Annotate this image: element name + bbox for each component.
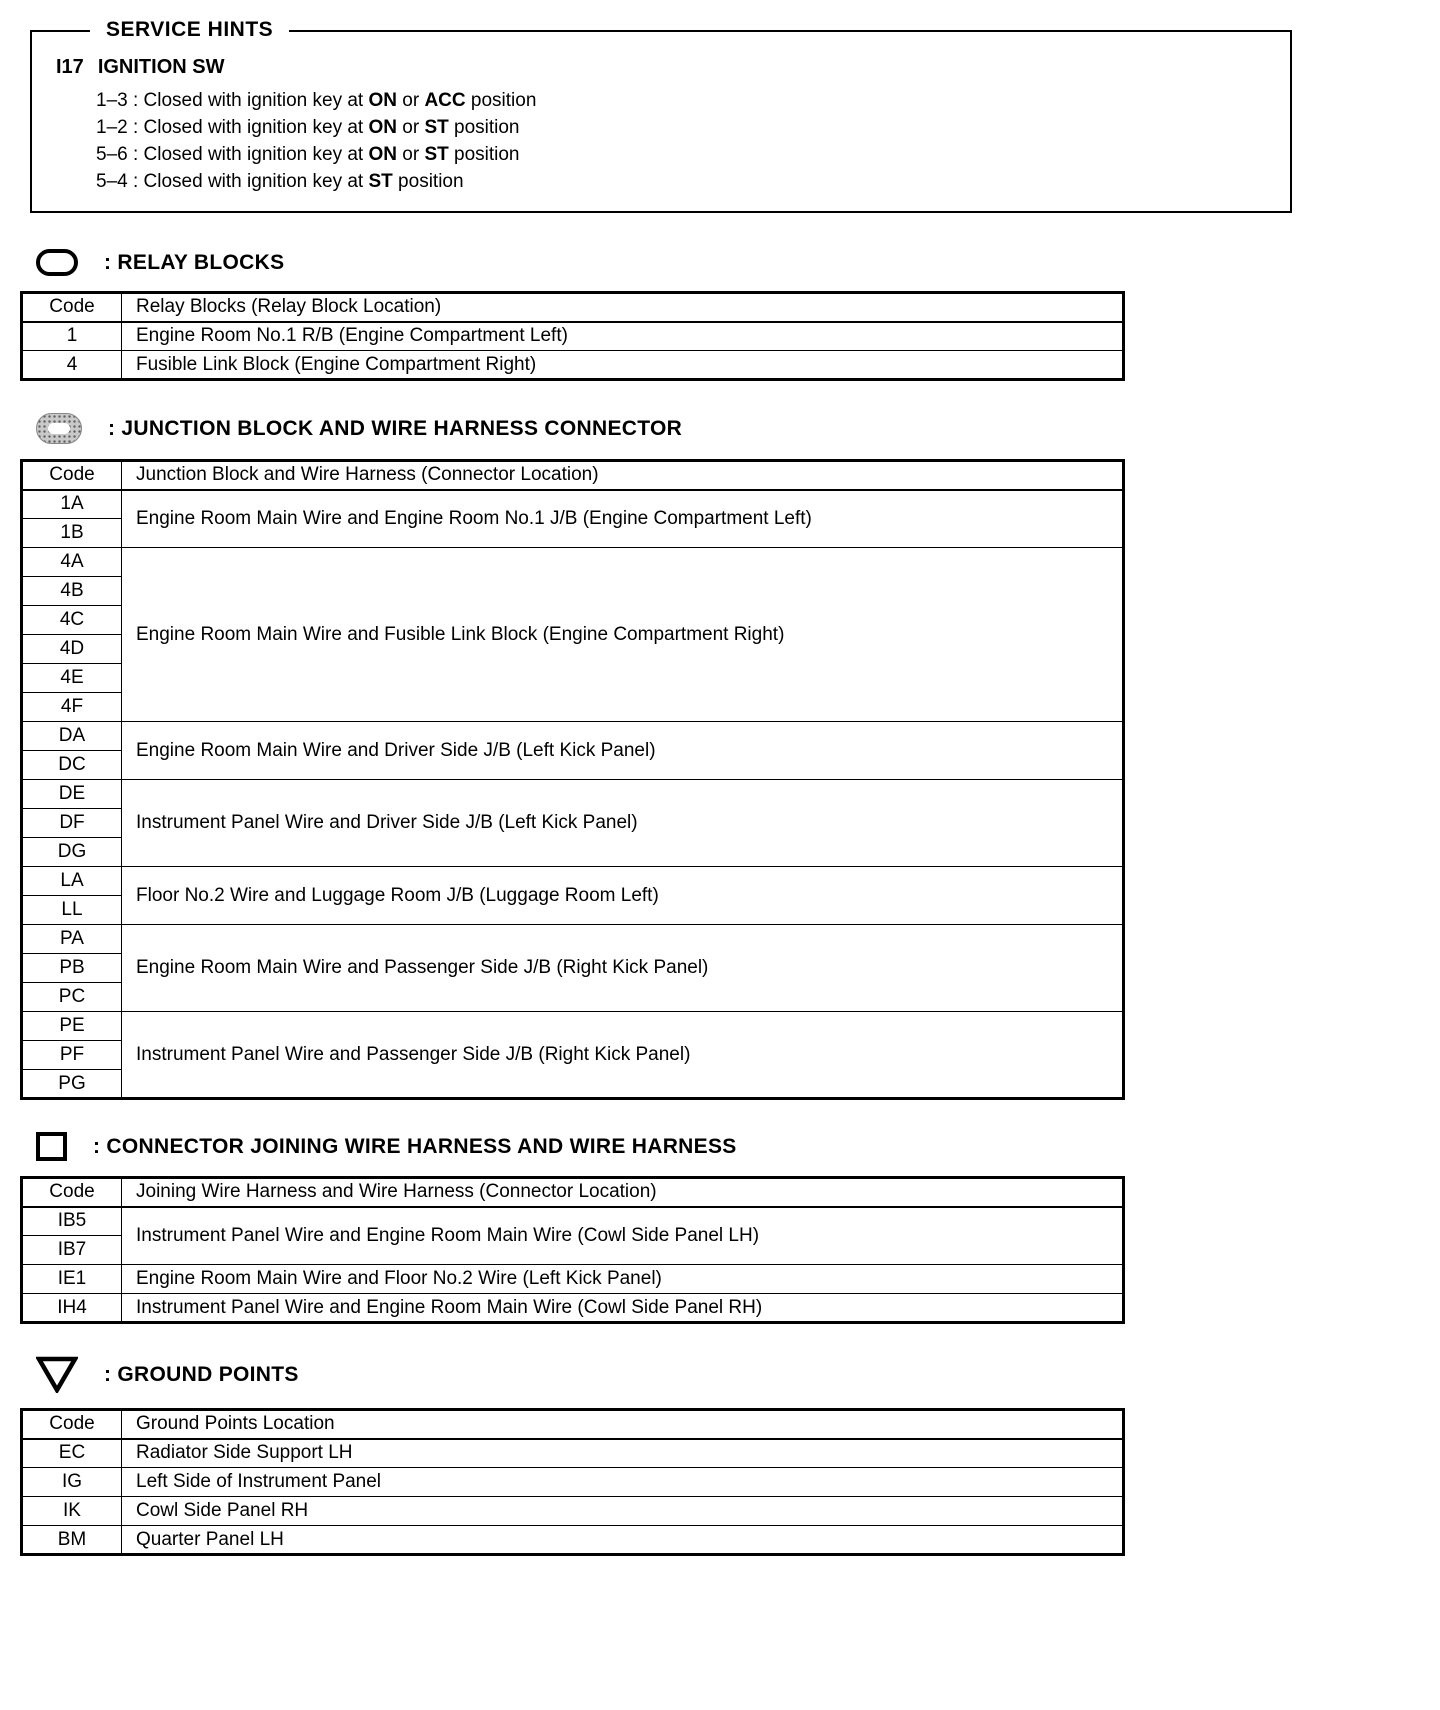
description-cell: Engine Room No.1 R/B (Engine Compartment Left) [122,322,1124,351]
hint-text: 1–3 : Closed with ignition key at [96,90,369,111]
description-column-header: Joining Wire Harness and Wire Harness (Connector Location) [122,1178,1124,1207]
code-cell: IH4 [22,1294,122,1323]
description-column-header: Junction Block and Wire Harness (Connector Location) [122,461,1124,490]
junction-block-section-title: : JUNCTION BLOCK AND WIRE HARNESS CONNECTOR [108,416,683,440]
table-row [22,490,1124,519]
table-row [22,1207,1124,1236]
description-cell: Engine Room Main Wire and Engine Room No.1 J/B (Engine Compartment Left) [122,490,1124,548]
junction-block-icon [36,413,82,444]
table-row [22,1497,1124,1526]
code-cell: IB7 [22,1236,122,1265]
hint-text: position [465,90,537,111]
code-cell: IB5 [22,1207,122,1236]
code-cell: IG [22,1468,122,1497]
description-cell: Quarter Panel LH [122,1526,1124,1555]
relay-blocks-section [20,249,1440,381]
description-column-header: Ground Points Location [122,1410,1124,1439]
hint-text: or [397,117,425,138]
junction-block-header [36,413,1440,444]
code-cell: 1B [22,519,122,548]
table-header-row [22,461,1124,490]
relay-block-icon [36,249,78,276]
hint-bold-text: ST [424,117,449,138]
table-header-row [22,293,1124,322]
service-hints-list [56,87,1270,195]
hint-text: position [448,117,520,138]
table-row [22,722,1124,751]
table-row [22,1265,1124,1294]
hint-text: 1–2 : Closed with ignition key at [96,117,369,138]
code-cell: DA [22,722,122,751]
description-cell: Instrument Panel Wire and Passenger Side J/B (Right Kick Panel) [122,1012,1124,1099]
code-cell: 1 [22,322,122,351]
description-cell: Cowl Side Panel RH [122,1497,1124,1526]
service-hint-line [96,141,1270,168]
hint-bold-text: ACC [424,90,466,111]
service-hints-box [30,18,1292,213]
code-cell: LA [22,867,122,896]
table-header-row [22,1178,1124,1207]
description-cell: Instrument Panel Wire and Engine Room Main Wire (Cowl Side Panel RH) [122,1294,1124,1323]
hint-text: 5–4 : Closed with ignition key at [96,171,369,192]
code-cell: PA [22,925,122,954]
ground-points-section-title: : GROUND POINTS [104,1362,299,1386]
hint-bold-text: ST [424,144,449,165]
hint-bold-text: ON [368,90,397,111]
code-cell: 4D [22,635,122,664]
code-cell: DF [22,809,122,838]
hint-bold-text: ON [368,144,397,165]
code-cell: DG [22,838,122,867]
service-hints-title: SERVICE HINTS [90,18,289,42]
description-cell: Engine Room Main Wire and Floor No.2 Wire (Left Kick Panel) [122,1265,1124,1294]
ground-points-header [36,1356,1440,1393]
ground-point-icon [36,1356,78,1393]
description-cell: Left Side of Instrument Panel [122,1468,1124,1497]
description-column-header: Relay Blocks (Relay Block Location) [122,293,1124,322]
hint-text: position [448,144,520,165]
ignition-switch-heading [56,56,1270,79]
code-cell: 4E [22,664,122,693]
service-hint-line [96,168,1270,195]
table-header-row [22,1410,1124,1439]
code-cell: 4F [22,693,122,722]
code-column-header: Code [22,461,122,490]
code-cell: EC [22,1439,122,1468]
table-row [22,548,1124,577]
hint-bold-text: ST [368,171,393,192]
wire-to-wire-connector-section-title: : CONNECTOR JOINING WIRE HARNESS AND WIRE HARNESS [93,1134,737,1158]
code-cell: PC [22,983,122,1012]
description-cell: Engine Room Main Wire and Driver Side J/B (Left Kick Panel) [122,722,1124,780]
connector-code: I17 [56,56,84,78]
code-cell: BM [22,1526,122,1555]
service-hint-line [96,114,1270,141]
description-cell: Engine Room Main Wire and Fusible Link Block (Engine Compartment Right) [122,548,1124,722]
code-cell: IK [22,1497,122,1526]
junction-block-table [20,459,1125,1100]
table-row [22,1526,1124,1555]
code-column-header: Code [22,1410,122,1439]
wire-to-wire-connector-icon [36,1132,67,1161]
description-cell: Instrument Panel Wire and Engine Room Main Wire (Cowl Side Panel LH) [122,1207,1124,1265]
table-row [22,1439,1124,1468]
description-cell: Floor No.2 Wire and Luggage Room J/B (Luggage Room Left) [122,867,1124,925]
description-cell: Engine Room Main Wire and Passenger Side J/B (Right Kick Panel) [122,925,1124,1012]
table-row [22,925,1124,954]
code-cell: IE1 [22,1265,122,1294]
code-column-header: Code [22,293,122,322]
table-row [22,351,1124,380]
wire-to-wire-connector-table [20,1176,1125,1324]
hint-bold-text: ON [368,117,397,138]
relay-blocks-table [20,291,1125,381]
table-row [22,780,1124,809]
code-column-header: Code [22,1178,122,1207]
code-cell: DE [22,780,122,809]
junction-block-section [20,413,1440,1100]
table-row [22,1294,1124,1323]
ground-points-section [20,1356,1440,1556]
junction-block-icon-inner [48,423,70,434]
table-row [22,1012,1124,1041]
code-cell: DC [22,751,122,780]
hint-text: or [397,90,425,111]
wire-to-wire-connector-header [36,1132,1440,1161]
code-cell: PG [22,1070,122,1099]
hint-text: position [392,171,464,192]
ground-points-table [20,1408,1125,1556]
table-row [22,867,1124,896]
service-hint-line [96,87,1270,114]
relay-blocks-section-title: : RELAY BLOCKS [104,250,285,274]
code-cell: 4A [22,548,122,577]
hint-text: or [397,144,425,165]
connector-label: IGNITION SW [97,56,225,78]
description-cell: Instrument Panel Wire and Driver Side J/B (Left Kick Panel) [122,780,1124,867]
description-cell: Radiator Side Support LH [122,1439,1124,1468]
code-cell: PB [22,954,122,983]
table-row [22,322,1124,351]
hint-text: 5–6 : Closed with ignition key at [96,144,369,165]
code-cell: LL [22,896,122,925]
wire-to-wire-connector-section [20,1132,1440,1324]
code-cell: 4 [22,351,122,380]
relay-blocks-header [36,249,1440,276]
code-cell: PE [22,1012,122,1041]
code-cell: 4C [22,606,122,635]
code-cell: PF [22,1041,122,1070]
description-cell: Fusible Link Block (Engine Compartment Right) [122,351,1124,380]
code-cell: 4B [22,577,122,606]
table-row [22,1468,1124,1497]
code-cell: 1A [22,490,122,519]
